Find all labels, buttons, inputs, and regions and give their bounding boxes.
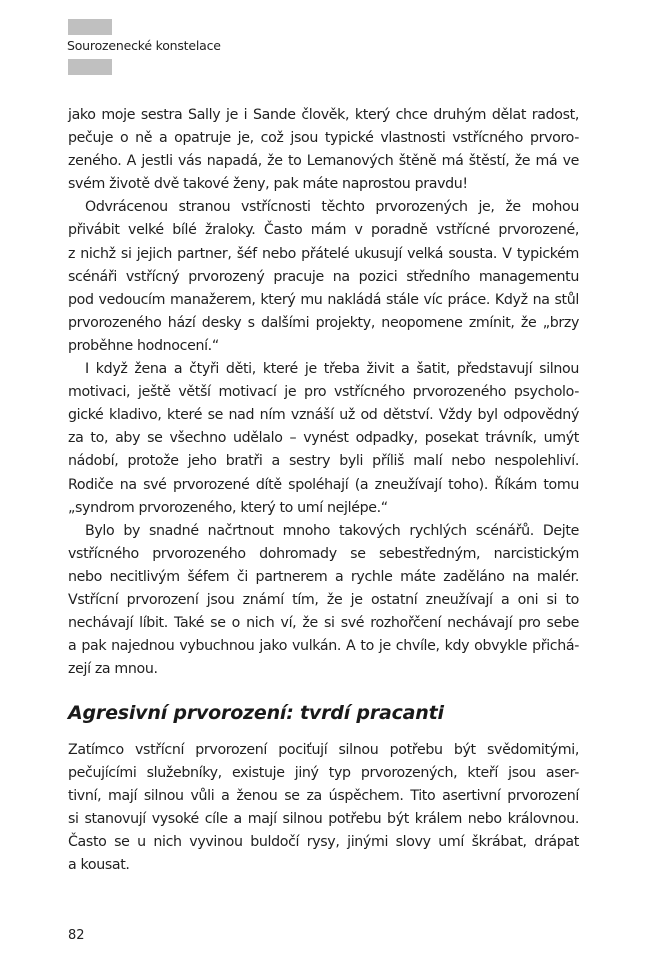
text-line: a kousat. [68, 857, 130, 874]
text-line: scénáři vstřícný prvorozený pracuje na pozici středního managementu [68, 268, 579, 285]
text-line: „syndrom prvorozeného, který to umí nejlépe.“ [68, 499, 388, 516]
text-line: pod vedoucím manažerem, který mu nakládá stále víc práce. Když na stůl [68, 291, 579, 308]
paragraph [68, 358, 579, 520]
text-line: Často se u nich vyvinou buldočí rysy, jinými slovy umí škrábat, drápat [68, 834, 579, 851]
running-head: Sourozenecké konstelace [67, 38, 221, 53]
running-head-bar-bottom [68, 59, 112, 75]
paragraph [68, 520, 579, 682]
text-line: pečujícími služebníky, existuje jiný typ prvorozených, kteří jsou aser- [68, 765, 579, 782]
text-line: zejí za mnou. [68, 661, 158, 678]
text-line: Odvrácenou stranou vstřícnosti těchto prvorozených je, že mohou [85, 199, 579, 216]
paragraph [68, 104, 579, 196]
text-line: nebo necitlivým šéfem či partnerem a rychle máte zaděláno na malér. [68, 568, 579, 585]
text-line: svém životě dvě takové ženy, pak máte naprostou pravdu! [68, 176, 468, 193]
text-line: za to, aby se všechno udělalo – vynést odpadky, posekat trávník, umýt [68, 430, 579, 447]
text-line: tivní, mají silnou vůli a ženou se za úspěchem. Tito asertivní prvorození [68, 788, 579, 805]
text-line: přivábit velké bílé žraloky. Často mám v poradně vstřícné prvorozené, [68, 222, 579, 239]
paragraph [68, 739, 579, 878]
text-line: gické kladivo, které se nad ním vznáší už od dětství. Vždy byl odpovědný [68, 407, 579, 424]
text-line: Vstřícní prvorození jsou známí tím, že je ostatní zneužívají a oni si to [68, 591, 579, 608]
text-line: si stanovují vysoké cíle a mají silnou potřebu být králem nebo královnou. [68, 811, 579, 828]
body-text-top [68, 104, 579, 681]
text-line: vstřícného prvorozeného dohromady se sebestředným, narcistickým [68, 545, 579, 562]
text-line: z nichž si jejich partner, šéf nebo přátelé ukusují velká sousta. V typickém [68, 245, 579, 262]
body-text-bottom [68, 739, 579, 878]
text-line: a pak najednou vybuchnou jako vulkán. A to je chvíle, kdy obvykle přichá- [68, 638, 579, 655]
text-line: prvorozeného hází desky s dalšími projekty, neopomene zmínit, že „brzy [68, 314, 579, 331]
text-line: Bylo by snadné načrtnout mnoho takových rychlých scénářů. Dejte [85, 522, 579, 539]
text-line: jako moje sestra Sally je i Sande člověk, který chce druhým dělat radost, [68, 107, 579, 123]
text-line: Zatímco vstřícní prvorození pociťují silnou potřebu být svědomitými, [68, 742, 579, 758]
text-line: zeného. A jestli vás napadá, že to Lemanových štěně má štěstí, že má ve [68, 153, 579, 170]
section-heading: Agresivní prvorození: tvrdí pracanti [68, 702, 444, 724]
page-number: 82 [68, 928, 85, 943]
text-line: Rodiče na své prvorozené dítě spoléhají (a zneužívají toho). Říkám tomu [68, 476, 579, 493]
text-line: nechávají líbit. Také se o nich ví, že si své rozhořčení nechávají pro sebe [68, 615, 579, 632]
running-head-bar-top [68, 19, 112, 35]
text-line: motivaci, ještě větší motivací je pro vstřícného prvorozeného psycholo- [68, 384, 579, 401]
text-line: pečuje o ně a opatruje je, což jsou typické vlastnosti vstřícného prvoro- [68, 130, 579, 147]
text-line: proběhne hodnocení.“ [68, 337, 219, 354]
text-line: I když žena a čtyři děti, které je třeba živit a šatit, představují silnou [85, 361, 579, 378]
text-line: nádobí, protože jeho bratři a sestry byli příliš malí nebo nespolehliví. [68, 453, 579, 470]
paragraph [68, 196, 579, 358]
